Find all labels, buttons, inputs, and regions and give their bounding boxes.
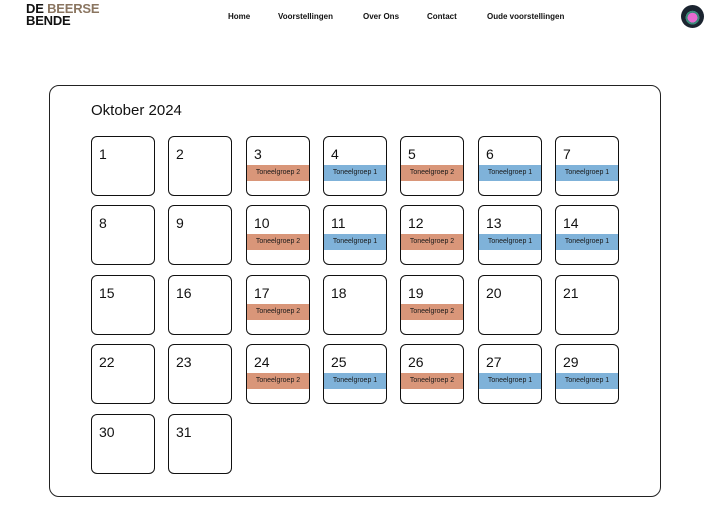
calendar-day-number: 1 — [99, 146, 107, 162]
logo-text-beerse: BEERSE — [47, 1, 100, 16]
calendar-event-label[interactable]: Toneelgroep 1 — [324, 373, 386, 389]
calendar-day-number: 7 — [563, 146, 571, 162]
calendar-day-17[interactable] — [246, 275, 310, 335]
calendar-day-number: 21 — [563, 285, 579, 301]
calendar-day-number: 11 — [331, 215, 346, 231]
calendar-day-number: 9 — [176, 215, 184, 231]
calendar-day-number: 18 — [331, 285, 347, 301]
calendar-event-label[interactable]: Toneelgroep 2 — [401, 304, 463, 320]
calendar-day-30[interactable] — [91, 414, 155, 474]
calendar-day-29[interactable] — [555, 344, 619, 404]
calendar-event-label[interactable]: Toneelgroep 1 — [479, 373, 541, 389]
calendar-event-label[interactable]: Toneelgroep 1 — [556, 373, 618, 389]
calendar-day-19[interactable] — [400, 275, 464, 335]
calendar-day-number: 20 — [486, 285, 502, 301]
calendar-event-label[interactable]: Toneelgroep 2 — [401, 373, 463, 389]
calendar-day-10[interactable] — [246, 205, 310, 265]
calendar-day-20[interactable] — [478, 275, 542, 335]
nav-link-contact[interactable]: Contact — [427, 12, 457, 21]
calendar-day-number: 23 — [176, 354, 192, 370]
calendar-day-2[interactable] — [168, 136, 232, 196]
calendar-day-22[interactable] — [91, 344, 155, 404]
calendar-day-number: 5 — [408, 146, 416, 162]
calendar-day-1[interactable] — [91, 136, 155, 196]
calendar-day-18[interactable] — [323, 275, 387, 335]
calendar-day-number: 12 — [408, 215, 424, 231]
calendar-day-26[interactable] — [400, 344, 464, 404]
calendar-day-number: 31 — [176, 424, 192, 440]
calendar-day-number: 17 — [254, 285, 270, 301]
logo-text-bende: BENDE — [26, 13, 71, 28]
avatar-icon[interactable] — [681, 5, 704, 28]
calendar-event-label[interactable]: Toneelgroep 2 — [247, 165, 309, 181]
calendar-day-number: 3 — [254, 146, 262, 162]
calendar-day-number: 26 — [408, 354, 424, 370]
nav-link-voorstellingen[interactable]: Voorstellingen — [278, 12, 333, 21]
calendar-day-number: 13 — [486, 215, 502, 231]
calendar-day-number: 25 — [331, 354, 347, 370]
calendar-day-14[interactable] — [555, 205, 619, 265]
calendar-day-number: 2 — [176, 146, 184, 162]
calendar-day-3[interactable] — [246, 136, 310, 196]
nav-link-home[interactable]: Home — [228, 12, 251, 21]
calendar-day-6[interactable] — [478, 136, 542, 196]
calendar-event-label[interactable]: Toneelgroep 1 — [324, 165, 386, 181]
calendar-day-8[interactable] — [91, 205, 155, 265]
calendar-month-title: Oktober 2024 — [91, 102, 182, 119]
calendar-day-4[interactable] — [323, 136, 387, 196]
calendar-event-label[interactable]: Toneelgroep 2 — [247, 373, 309, 389]
calendar-day-number: 6 — [486, 146, 494, 162]
calendar-event-label[interactable]: Toneelgroep 1 — [556, 165, 618, 181]
calendar-day-23[interactable] — [168, 344, 232, 404]
calendar-event-label[interactable]: Toneelgroep 2 — [401, 165, 463, 181]
calendar-event-label[interactable]: Toneelgroep 1 — [556, 234, 618, 250]
calendar-day-number: 24 — [254, 354, 270, 370]
calendar-event-label[interactable]: Toneelgroep 1 — [479, 165, 541, 181]
calendar-day-11[interactable] — [323, 205, 387, 265]
calendar-day-number: 30 — [99, 424, 115, 440]
calendar-day-number: 14 — [563, 215, 579, 231]
calendar-day-number: 22 — [99, 354, 115, 370]
nav-link-over-ons[interactable]: Over Ons — [363, 12, 400, 21]
main-nav — [0, 12, 708, 24]
calendar-event-label[interactable]: Toneelgroep 1 — [324, 234, 386, 250]
calendar-day-number: 4 — [331, 146, 339, 162]
calendar-event-label[interactable]: Toneelgroep 2 — [247, 234, 309, 250]
nav-link-oude-voorstellingen[interactable]: Oude voorstellingen — [487, 12, 565, 21]
calendar-day-number: 29 — [563, 354, 579, 370]
calendar-day-24[interactable] — [246, 344, 310, 404]
calendar-day-13[interactable] — [478, 205, 542, 265]
calendar-day-number: 27 — [486, 354, 502, 370]
calendar-event-label[interactable]: Toneelgroep 2 — [401, 234, 463, 250]
calendar-day-number: 10 — [254, 215, 270, 231]
calendar-day-15[interactable] — [91, 275, 155, 335]
calendar-day-7[interactable] — [555, 136, 619, 196]
calendar-event-label[interactable]: Toneelgroep 2 — [247, 304, 309, 320]
calendar-day-number: 16 — [176, 285, 192, 301]
calendar-day-16[interactable] — [168, 275, 232, 335]
calendar-day-5[interactable] — [400, 136, 464, 196]
calendar-day-31[interactable] — [168, 414, 232, 474]
calendar-day-21[interactable] — [555, 275, 619, 335]
calendar-event-label[interactable]: Toneelgroep 1 — [479, 234, 541, 250]
calendar-day-12[interactable] — [400, 205, 464, 265]
site-header — [0, 0, 708, 36]
calendar-day-27[interactable] — [478, 344, 542, 404]
calendar-day-number: 19 — [408, 285, 424, 301]
calendar-day-9[interactable] — [168, 205, 232, 265]
calendar-day-number: 8 — [99, 215, 107, 231]
logo-text-de: DE — [26, 1, 44, 16]
calendar-day-number: 15 — [99, 285, 115, 301]
calendar-day-25[interactable] — [323, 344, 387, 404]
